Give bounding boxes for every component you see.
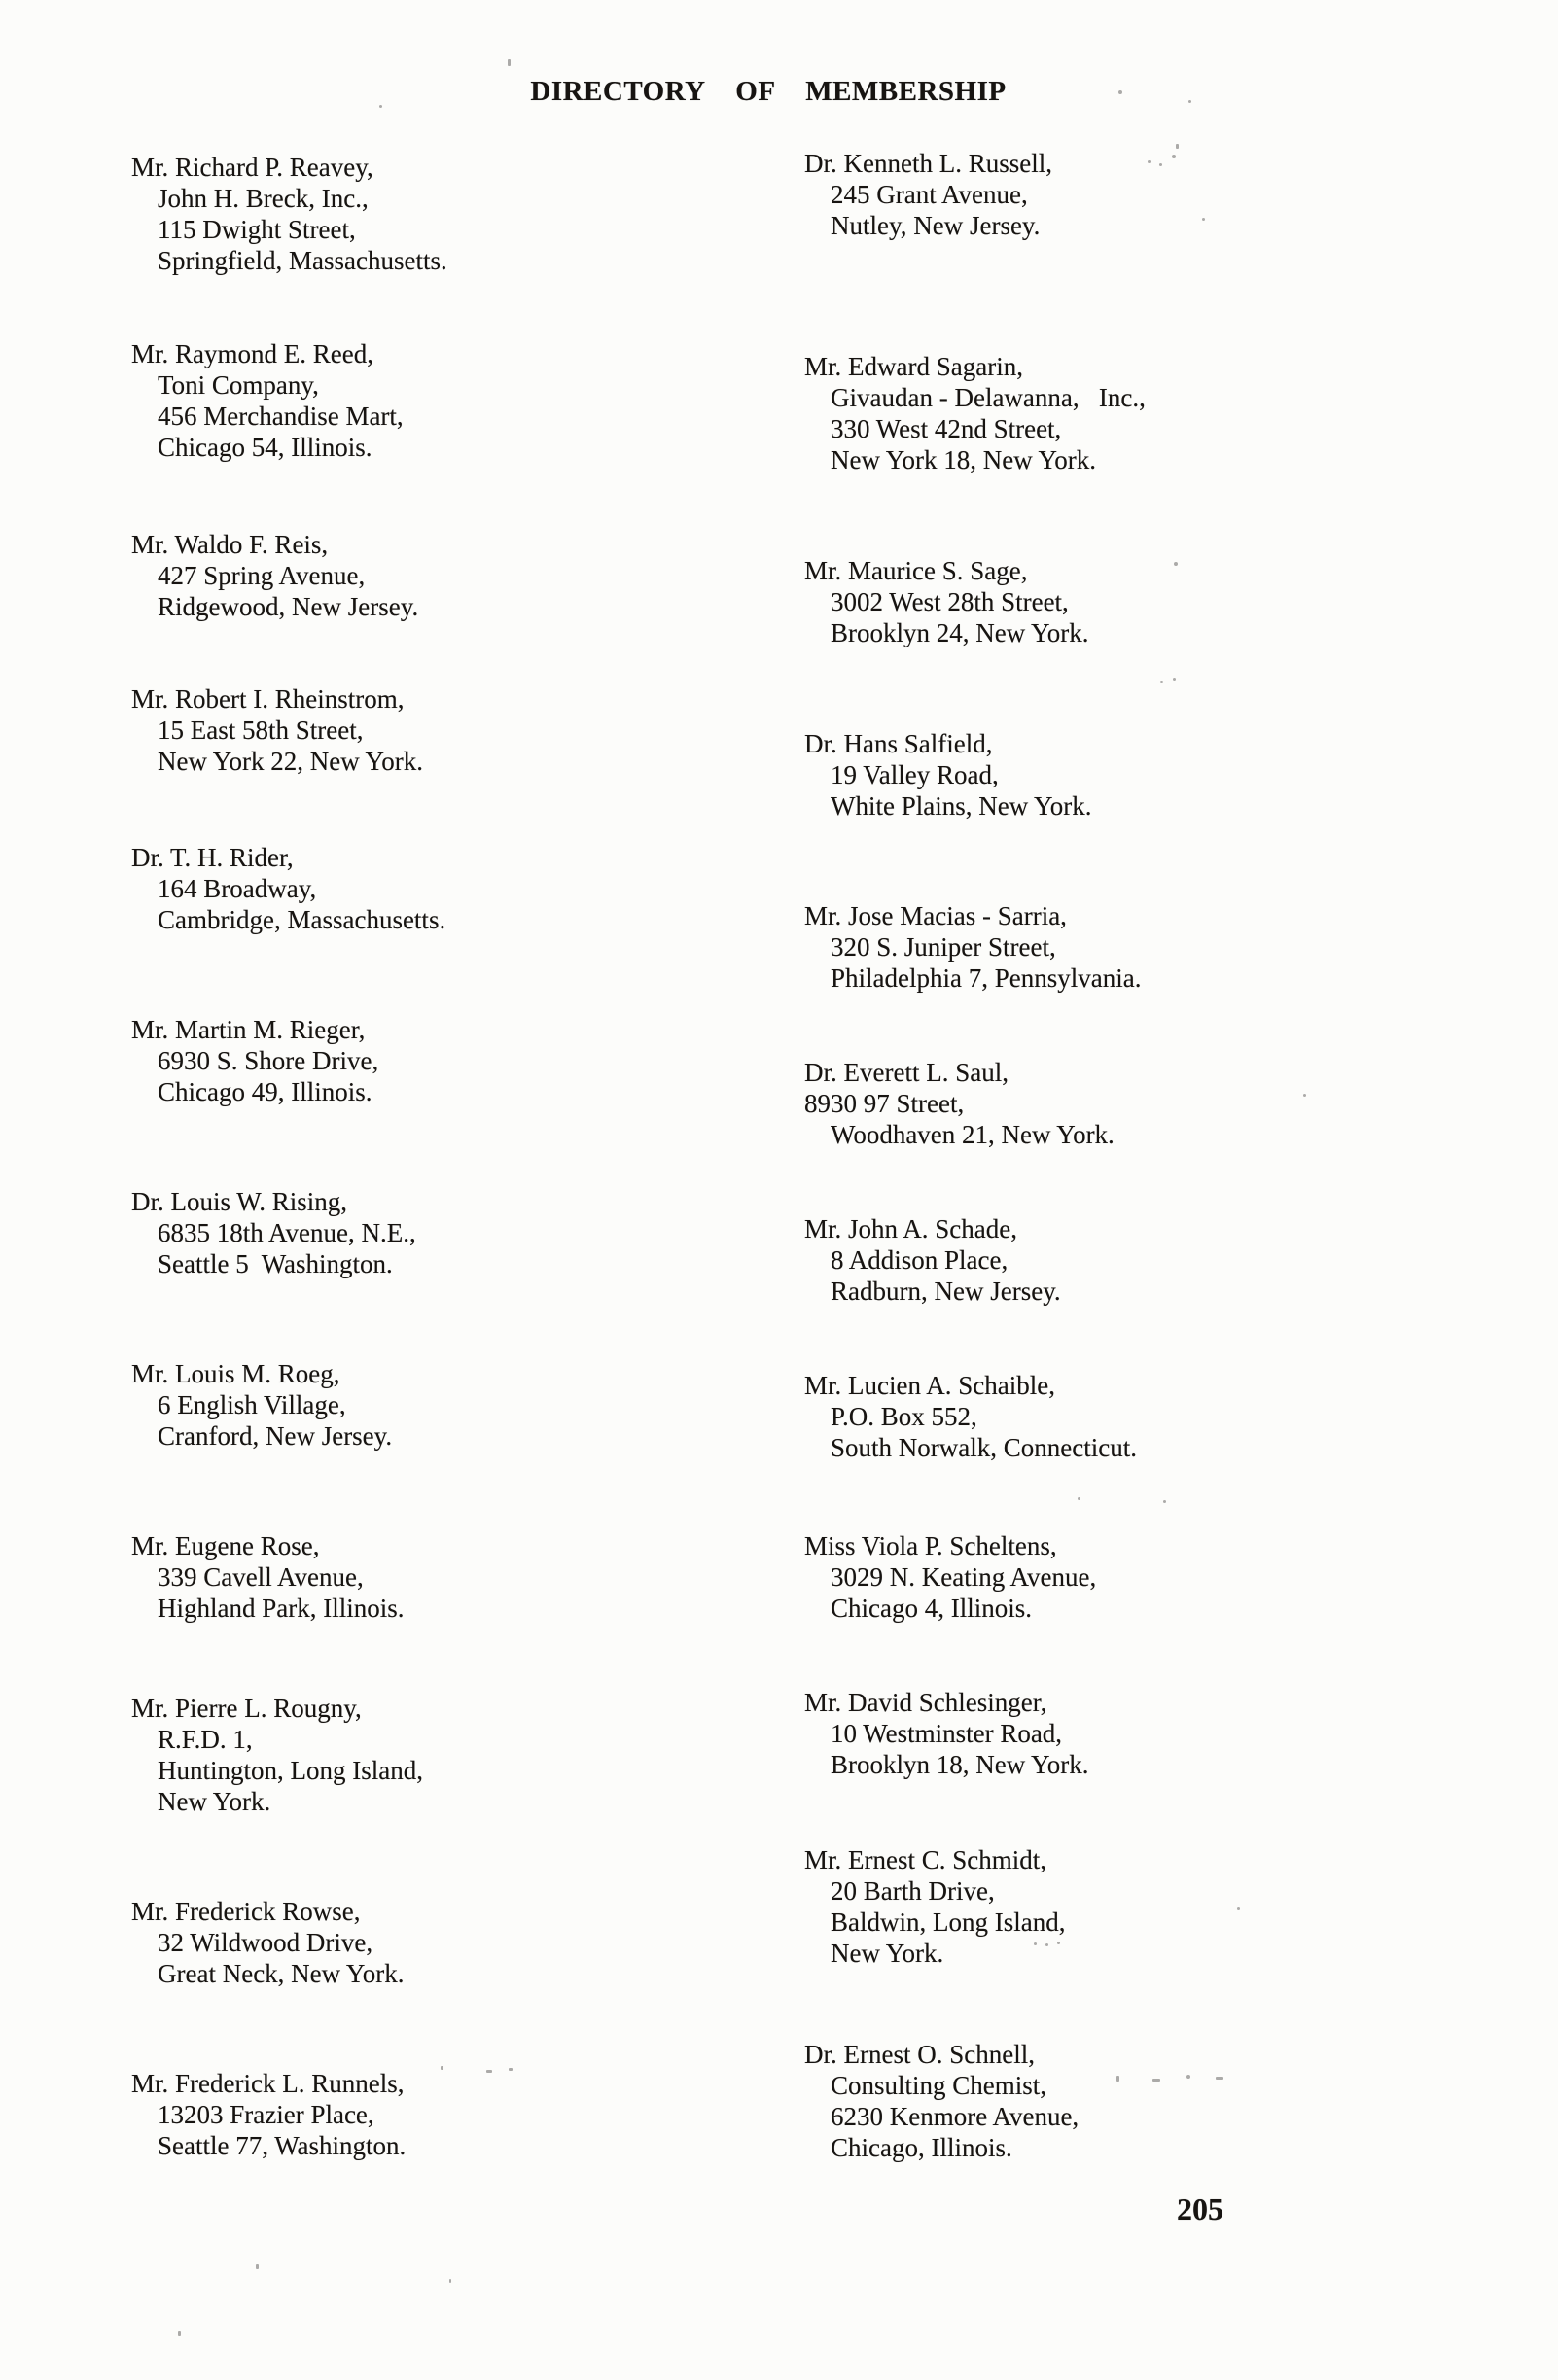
member-name-line: Mr. Waldo F. Reis, [131,530,329,559]
address-line: New York 18, New York. [831,445,1097,474]
address-line: Ridgewood, New Jersey. [158,592,419,621]
address-line: 6835 18th Avenue, N.E., [158,1218,416,1247]
address-line: 245 Grant Avenue, [831,180,1028,209]
address-line: Woodhaven 21, New York. [831,1120,1115,1149]
page-header: DIRECTORY OF MEMBERSHIP [530,76,1007,107]
directory-entry [131,338,773,463]
address-line: 10 Westminster Road, [831,1719,1063,1748]
address-line: 339 Cavell Avenue, [158,1562,364,1592]
member-name-line: Dr. Louis W. Rising, [131,1187,348,1216]
address-line: 6930 S. Shore Drive, [158,1046,379,1075]
member-name-line: Mr. John A. Schade, [804,1214,1017,1243]
directory-entry [131,1358,773,1452]
address-line: Cambridge, Massachusetts. [158,905,446,934]
address-line: Baldwin, Long Island, [831,1908,1066,1937]
ink-speck [1186,2075,1190,2079]
directory-entry [131,529,773,622]
ink-speck [1045,1943,1048,1946]
ink-speck [1152,2079,1160,2082]
address-line: 320 S. Juniper Street, [831,932,1056,962]
member-name-line: Mr. Raymond E. Reed, [131,339,373,368]
address-line: 115 Dwight Street, [158,215,356,244]
directory-entry [804,1530,1505,1624]
ink-speck [1303,1094,1306,1097]
ink-speck [508,59,511,66]
address-line: Chicago 54, Illinois. [158,433,372,462]
ink-speck [1034,1942,1037,1945]
address-line: Chicago 49, Illinois. [158,1077,372,1106]
address-line: 3029 N. Keating Avenue, [831,1562,1097,1592]
directory-entry [804,1057,1505,1150]
directory-entry [804,2039,1505,2163]
ink-speck [1118,90,1122,94]
member-name-line: Dr. T. H. Rider, [131,843,294,872]
member-name-line: Mr. Frederick L. Runnels, [131,2069,405,2098]
member-name-line: Mr. Martin M. Rieger, [131,1015,366,1044]
directory-entry [131,1014,773,1107]
address-line: Toni Company, [158,370,319,400]
directory-entry [804,1687,1505,1780]
member-name-line: Miss Viola P. Scheltens, [804,1531,1057,1560]
address-line: Philadelphia 7, Pennsylvania. [831,963,1142,993]
address-line: Givaudan - Delawanna, Inc., [831,383,1146,412]
address-line: Cranford, New Jersey. [158,1421,393,1451]
directory-entry [131,1530,773,1624]
ink-speck [1176,144,1179,149]
directory-entry [131,683,773,777]
member-name-line: Mr. Lucien A. Schaible, [804,1371,1055,1400]
directory-entry [804,900,1505,994]
ink-speck [1216,2077,1223,2080]
member-name-line: Dr. Kenneth L. Russell, [804,149,1052,178]
address-line: 8930 97 Street, [804,1089,965,1118]
directory-entry [804,728,1505,822]
ink-speck [1237,1908,1240,1910]
member-name-line: Mr. Ernest C. Schmidt, [804,1845,1046,1874]
address-line: Highland Park, Illinois. [158,1593,405,1623]
member-name-line: Mr. Eugene Rose, [131,1531,320,1560]
directory-entry [131,152,773,276]
ink-speck [1202,218,1205,221]
address-line: 15 East 58th Street, [158,716,364,745]
member-name-line: Dr. Hans Salfield, [804,729,993,758]
directory-column-left [131,152,773,2240]
address-line: 6 English Village, [158,1390,346,1419]
member-name-line: Mr. David Schlesinger, [804,1688,1047,1717]
ink-speck [449,2279,451,2283]
ink-speck [1172,155,1176,158]
address-line: White Plains, New York. [831,791,1092,821]
directory-entry [804,1213,1505,1307]
address-line: Brooklyn 18, New York. [831,1750,1089,1779]
directory-entry [804,555,1505,648]
member-name-line: Mr. Robert I. Rheinstrom, [131,684,405,714]
ink-speck [1116,2076,1119,2082]
address-line: Consulting Chemist, [831,2071,1047,2100]
member-name-line: Dr. Ernest O. Schnell, [804,2040,1035,2069]
directory-entry [131,2068,773,2161]
directory-entry [131,842,773,935]
address-line: New York 22, New York. [158,747,424,776]
address-line: Springfield, Massachusetts. [158,246,447,275]
directory-entry [804,1844,1505,1969]
ink-speck [509,2068,513,2071]
address-line: Nutley, New Jersey. [831,211,1041,240]
directory-entry [131,1693,773,1817]
address-line: Great Neck, New York. [158,1959,405,1988]
directory-entry [131,1186,773,1279]
address-line: John H. Breck, Inc., [158,184,369,213]
ink-speck [1163,1500,1166,1503]
member-name-line: Dr. Everett L. Saul, [804,1058,1009,1087]
ink-speck [256,2264,259,2269]
address-line: 8 Addison Place, [831,1245,1009,1275]
address-line: 164 Broadway, [158,874,317,903]
member-name-line: Mr. Pierre L. Rougny, [131,1694,362,1723]
ink-speck [441,2066,443,2070]
address-line: 427 Spring Avenue, [158,561,366,590]
member-name-line: Mr. Maurice S. Sage, [804,556,1028,585]
address-line: 3002 West 28th Street, [831,587,1069,616]
address-line: 19 Valley Road, [831,760,999,789]
address-line: Radburn, New Jersey. [831,1277,1061,1306]
ink-speck [1173,678,1176,681]
ink-speck [1159,163,1162,166]
address-line: Brooklyn 24, New York. [831,618,1089,648]
address-line: New York. [158,1787,271,1816]
address-line: R.F.D. 1, [158,1725,253,1754]
address-line: Chicago, Illinois. [831,2133,1012,2162]
ink-speck [1078,1497,1080,1500]
ink-speck [1160,681,1163,683]
address-line: Seattle 77, Washington. [158,2131,407,2160]
ink-speck [1148,160,1151,163]
address-line: 20 Barth Drive, [831,1876,995,1906]
ink-speck [178,2331,181,2336]
address-line: 6230 Kenmore Avenue, [831,2102,1080,2131]
member-name-line: Mr. Richard P. Reavey, [131,153,373,182]
member-name-line: Mr. Frederick Rowse, [131,1897,361,1926]
ink-speck [1057,1942,1060,1944]
page-number: 205 [1177,2191,1223,2226]
address-line: 13203 Frazier Place, [158,2100,374,2129]
member-name-line: Mr. Louis M. Roeg, [131,1359,340,1388]
member-name-line: Mr. Edward Sagarin, [804,352,1023,381]
directory-entry [804,1370,1505,1463]
address-line: South Norwalk, Connecticut. [831,1433,1137,1462]
directory-entry [131,1896,773,1989]
ink-speck [1174,562,1178,566]
address-line: 330 West 42nd Street, [831,414,1062,443]
directory-column-right [804,148,1505,2226]
address-line: Huntington, Long Island, [158,1756,423,1785]
ink-speck [379,105,382,108]
member-name-line: Mr. Jose Macias - Sarria, [804,901,1067,930]
ink-speck [1188,100,1191,103]
address-line: P.O. Box 552, [831,1402,977,1431]
address-line: Seattle 5 Washington. [158,1249,393,1278]
address-line: New York. [831,1939,944,1968]
address-line: 32 Wildwood Drive, [158,1928,373,1957]
address-line: 456 Merchandise Mart, [158,402,404,431]
directory-entry [804,148,1505,241]
address-line: Chicago 4, Illinois. [831,1593,1032,1623]
ink-speck [486,2070,492,2073]
directory-entry [804,351,1505,475]
